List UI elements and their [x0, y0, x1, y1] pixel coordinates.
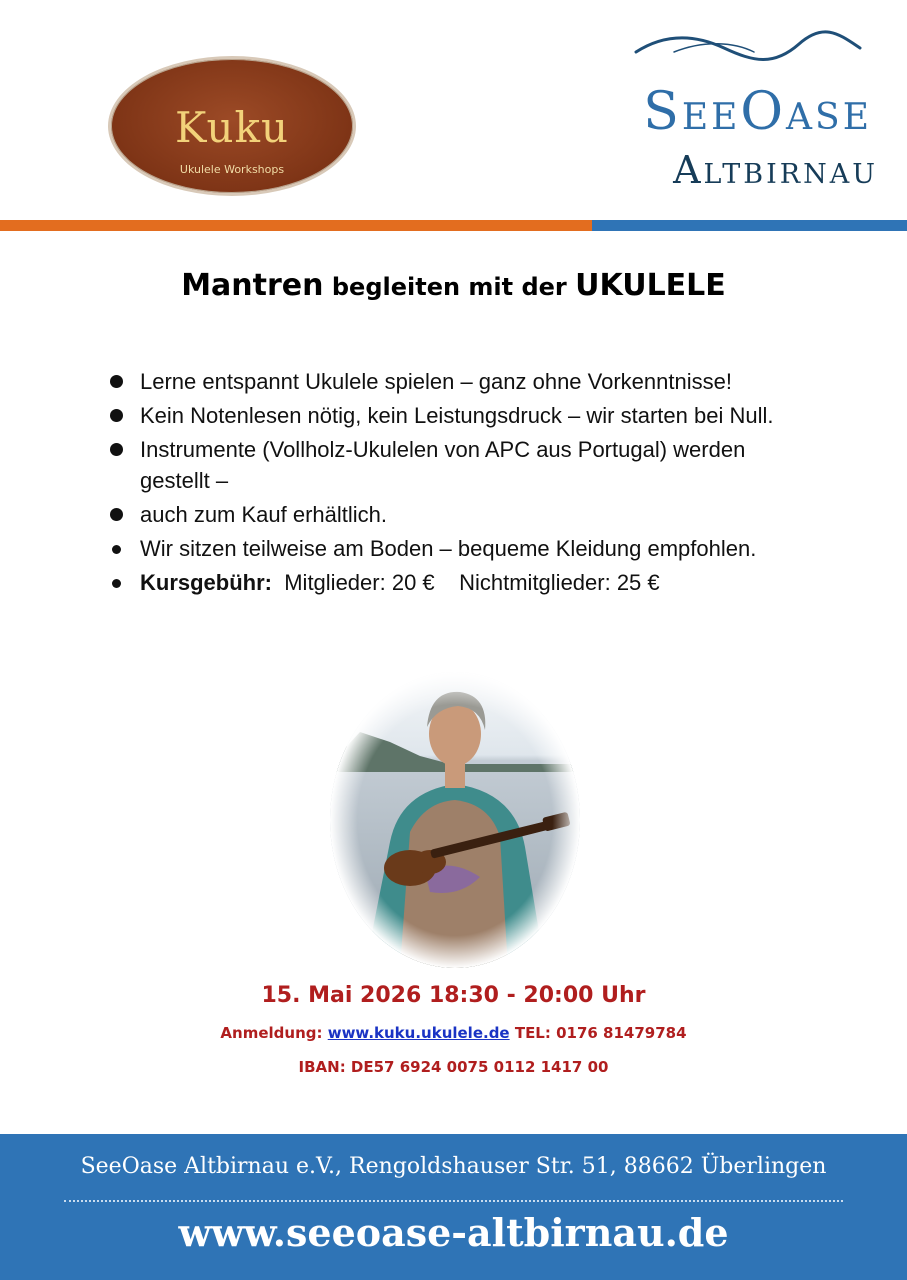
fee-label: Kursgebühr: [140, 570, 272, 595]
page-title [0, 268, 907, 303]
title-part-middle: begleiten mit der [323, 273, 576, 301]
kuku-logo-name: Kuku [174, 103, 289, 152]
footer-address: SeeOase Altbirnau e.V., Rengoldshauser Str. 51, 88662 Überlingen [80, 1154, 827, 1179]
title-part-mantren: Mantren [181, 268, 324, 303]
kuku-logo-subtitle: Ukulele Workshops [179, 163, 285, 176]
iban: IBAN: DE57 6924 0075 0112 1417 00 [298, 1058, 609, 1076]
portrait-photo [330, 672, 580, 968]
footer-website: www.seeoase-altbirnau.de [178, 1210, 729, 1255]
list-item: Wir sitzen teilweise am Boden – bequeme Kleidung empfohlen. [108, 533, 808, 564]
fee-members: Mitglieder: 20 € [284, 570, 435, 595]
fee-non-members: Nichtmitglieder: 25 € [459, 570, 660, 595]
seeoase-logo-line2: Altbirnau [673, 148, 878, 192]
list-item: Lerne entspannt Ukulele spielen – ganz ohne Vorkenntnisse! [108, 366, 808, 397]
list-item: Kein Notenlesen nötig, kein Leistungsdruck – wir starten bei Null. [108, 400, 808, 431]
kuku-logo [108, 56, 356, 196]
list-item: auch zum Kauf erhältlich. [108, 499, 808, 530]
fee-list-item [108, 567, 808, 598]
blue-divider [592, 220, 907, 231]
wave-icon [634, 30, 864, 70]
seeoase-logo [606, 30, 886, 200]
footer-divider [64, 1200, 843, 1202]
list-item: Instrumente (Vollholz-Ukulelen von APC aus Portugal) werden gestellt – [108, 434, 808, 496]
orange-divider [0, 220, 592, 231]
registration-line [0, 1024, 907, 1042]
event-date: 15. Mai 2026 18:30 - 20:00 Uhr [261, 983, 646, 1008]
registration-phone: TEL: 0176 81479784 [509, 1024, 687, 1042]
footer [0, 1134, 907, 1280]
feature-list [108, 366, 808, 601]
title-part-ukulele: UKULELE [575, 268, 726, 303]
registration-label: Anmeldung: [220, 1024, 328, 1042]
portrait-illustration [330, 672, 580, 968]
seeoase-logo-line1: SeeOase [643, 82, 872, 142]
registration-link[interactable]: www.kuku.ukulele.de [327, 1024, 510, 1042]
